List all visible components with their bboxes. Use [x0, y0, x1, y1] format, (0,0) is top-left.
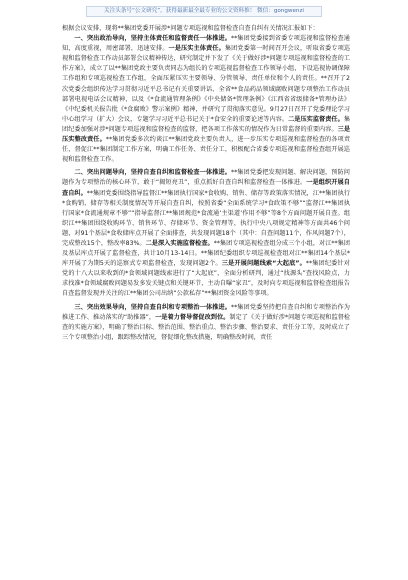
section-2-text-4: **集团纪委针对党的十八大以来收到的*食领域问题线索进行了“大起底”，全面分析研判，通过“找源头”查找风险点，力求找准*食领域腐败问题易发多发关键点和关键环节，主动自曝“家丑”，及时向专项巡视和监督检查组报告自查监督发现并关注的江**集团公司出纳“公款私存”**集团资金风险等事项。: [62, 260, 350, 298]
section-1-text-4: **集团党委多次约谈江**集团党政主要负责人，进一步压实专项巡视和监督检查的各项责任，督促江**集团制定工作方案，明确工作任务、责任分工，积极配合省委专项巡视和监督检查组开展巡视和监督检查工作。: [62, 136, 351, 164]
section-2-point-3: 三是开展问题线索“大起底”。: [221, 260, 306, 268]
section-3-paragraph: [62, 303, 350, 343]
section-2-text-1: **集团党委围绕指导监督江**集团执行国家*食收购、销售、储存等政策落实情况，江**集团执行*食购销、储存等相关制度情况等开展自查自纠，按照省委“全面系统学习*食政策不够”“监督江**集团执行国家*食流通规章不够”“指导监督江**集团规范*食流通‘主渠道’作用不够”等8个方面问题开展自查。: [62, 189, 351, 217]
section-1-point-3: 三是压实整改责任。: [62, 125, 351, 144]
section-3-lead: **集团党委坚持把自查自纠和专项整治作为推进工作、推动落实的“助推器”，: [62, 303, 350, 321]
section-1-text-2: 9月27日召开了党委理论学习中心组学习（扩大）会议，专题学习习近平总书记关于*食安全的重要论述等内容。: [62, 105, 350, 123]
section-1-text-1: 集团党委第一时间召开会议，听取省委专项巡视和监督检查工作动员部署会议精神传达，研究制定并下发了《关于做好涉*问题专项巡视和监督检查的工作方案》，成立了以**集团党政主要负责同志为组长的专项巡视监督检查工作领导小组，下设巡视协调保障工作组和专项巡视检查工作组，全面压紧压实主要领导、分管领导、责任单位和个人的责任。**召开了2次党委会组织传达学习贯彻习近平总书记有关重要讲话、全省**食品药品领域腐败问题专项整治工作动员部署电视电话会议精神，以及《*食流通管理条例》《中央储备*管理条例》《江西省省级储备*管理办法》《中纪委机关报告批《*食腐败》警示案例》精神，并研究了贯彻落实意见。: [62, 45, 351, 113]
section-1-point-1: 一是压实主体责任。: [168, 45, 225, 53]
section-2-text-3: **集团专项巡视检查组分成三个小组，对江**集团及基层库点开展了监督检查，共计10月13-14日。**集团纪委组织专项巡视检查组对江**集团14个基层*库开展了为期5天的巡察式专项监督检查，发现问题2个。: [62, 239, 350, 268]
section-1-paragraph: [62, 34, 350, 165]
section-3-text-1: 制定了《关于做好涉*问题专项巡视和监督检查的实施方案》，明确了整治目标、整治范围、整治重点、整治步骤、整治要求、责任分工等，及时成立了三个专项整治小组，跟踪整改情况，督促细化整改措施，明确整改时间，责任: [62, 313, 351, 341]
section-3-point-1: 一是着力督导督促改到位。: [155, 313, 230, 321]
wechat-promo-banner[interactable]: 关注头条号“公文研究”，获得最新最全最专业的公文资料推！ 微信：gongwenzi: [86, 6, 322, 17]
document-page: [62, 24, 350, 343]
section-2-text-2: 组织江**集团围绕收购环节、销售环节、存储环节、资金管理等，执行中央八项规定精神等方面共46个问题，对91个基层*食收储库点开展了全面排查，共发现问题18个（其中：自查问题11个，作风问题7个），完成整改15个，整改率83%。: [62, 209, 350, 247]
section-1-lead: **集团党委接到省委专项巡视和监督检查通知，高度重视，周密部署，迅速安排。: [62, 35, 350, 53]
section-3-heading: 三、突出效果导向，坚持自查自纠和专项整治一体推进。: [74, 303, 232, 311]
section-2-heading: 二、突出问题导向，坚持自查自纠和监督检查一体推进。: [74, 169, 232, 177]
section-2-paragraph: [62, 168, 350, 299]
section-1-heading: 一、突出政治导向，坚持主体责任和监督责任一体推进。: [74, 35, 232, 43]
section-2-point-1: 一是组织开展自查自纠。: [62, 179, 350, 197]
intro-paragraph: 根据会议安排，现将**集团党委开展涉*问题专项巡视和监督检查自查自纠有关情况汇报如下：: [62, 25, 319, 32]
section-1-point-2: 二是压实监督责任。: [288, 115, 344, 123]
section-2-point-2: 二是深入实施监督检查。: [145, 239, 214, 247]
section-2-lead: **集团党委把发现问题、解决问题，预防问题作为专项整治的核心环节，敢于“揭短亮丑”，重点抓好自查自纠和监督检查一体推进。: [62, 169, 350, 187]
section-1-text-3: 集团纪委加强对涉*问题专项巡视和监督检查的监督，把各项工作落实的情况作为日常监督的重要内容。: [62, 115, 351, 133]
